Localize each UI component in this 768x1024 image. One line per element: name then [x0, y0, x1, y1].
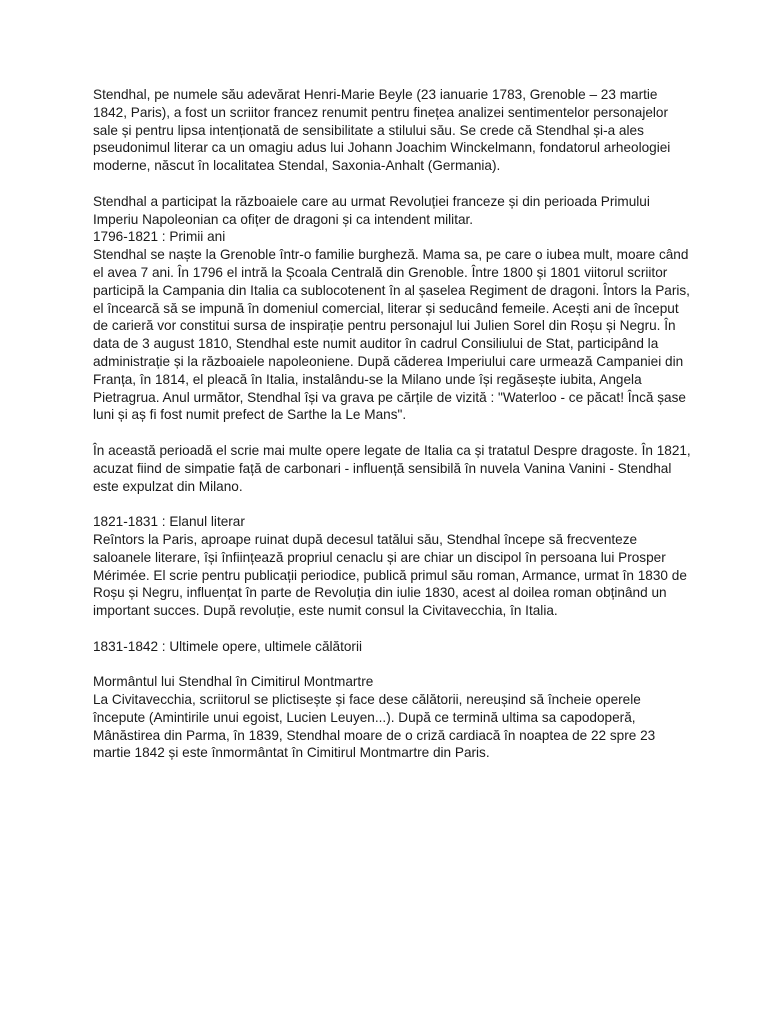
- early-years-paragraph: Stendhal se naște la Grenoble într-o familie burgheză. Mama sa, pe care o iubea mult, moare când el avea 7 ani. În 1796 el intră la Școala Centrală din Grenoble. Între 1800 și 1801 viitorul scriitor participă la Campania din Italia ca sublocotenent în al șaselea Regiment de dragoni. Întors la Paris, el încearcă să se impună în domeniul comercial, literar și seducând femeile. Acești ani de început de carieră vor constitui sursa de inspirație pentru personajul lui Julien Sorel din Roșu și Negru. În data de 3 august 1810, Stendhal este numit auditor în cadrul Consiliului de Stat, participând la administrație și la războaiele napoleoniene. După căderea Imperiului care urmează Campaniei din Franța, în 1814, el pleacă în Italia, instalându-se la Milano unde își regăsește iubita, Angela Pietragrua. Anul următor, Stendhal își va grava pe cărțile de vizită : "Waterloo - ce păcat! Încă șase luni și aș fi fost numit prefect de Sarthe la Le Mans".: [93, 247, 690, 423]
- italy-paragraph: În această perioadă el scrie mai multe opere legate de Italia ca și tratatul Despre dragoste. În 1821, acuzat fiind de simpatie față de carbonari - influență sensibilă în nuvela Vanina Vanini - Stendhal este expulzat din Milano.: [93, 442, 691, 494]
- paragraph-spacer: [93, 424, 693, 442]
- paragraph-spacer: [93, 656, 693, 674]
- document-page: [93, 86, 693, 762]
- section-heading-early-years: 1796-1821 : Primii ani: [93, 229, 226, 245]
- military-paragraph: Stendhal a participat la războaiele care au urmat Revoluției franceze și din perioada Primului Imperiu Napoleonian ca ofițer de dragoni și ca intendent militar.: [93, 193, 650, 227]
- paragraph-spacer: [93, 620, 693, 638]
- intro-paragraph: Stendhal, pe numele său adevărat Henri-Marie Beyle (23 ianuarie 1783, Grenoble – 23 martie 1842, Paris), a fost un scriitor francez renumit pentru finețea analizei sentimentelor personajelor sale și pentru lipsa intenționată de sensibilitate a stilului său. Se crede că Stendhal și-a ales pseudonimul literar ca un omagiu adus lui Johann Joachim Winckelmann, fondatorul arheologiei moderne, născut în localitatea Stendal, Saxonia-Anhalt (Germania).: [93, 87, 671, 174]
- image-caption-grave: Mormântul lui Stendhal în Cimitirul Montmartre: [93, 674, 374, 690]
- section-heading-literary: 1821-1831 : Elanul literar: [93, 514, 245, 530]
- literary-paragraph: Reîntors la Paris, aproape ruinat după decesul tatălui său, Stendhal începe să frecventeze saloanele literare, își înființează propriul cenaclu și are chiar un discipol în persoana lui Prosper Mérimée. El scrie pentru publicații periodice, publică primul său roman, Armance, urmat în 1830 de Roșu și Negru, influențat în parte de Revoluția din iulie 1830, acest al doilea roman obținând un important succes. După revoluție, este numit consul la Civitavecchia, în Italia.: [93, 531, 687, 619]
- section-heading-last-works: 1831-1842 : Ultimele opere, ultimele călătorii: [93, 638, 362, 654]
- paragraph-spacer: [93, 175, 693, 193]
- paragraph-spacer: [93, 495, 693, 513]
- last-works-paragraph: La Civitavecchia, scriitorul se plictisește și face dese călătorii, nereușind să încheie operele începute (Amintirile unui egoist, Lucien Leuyen...). După ce termină ultima sa capodoperă, Mânăstirea din Parma, în 1839, Stendhal moare de o criză cardiacă în noaptea de 22 spre 23 martie 1842 și este înmormântat în Cimitirul Montmartre din Paris.: [93, 692, 656, 761]
